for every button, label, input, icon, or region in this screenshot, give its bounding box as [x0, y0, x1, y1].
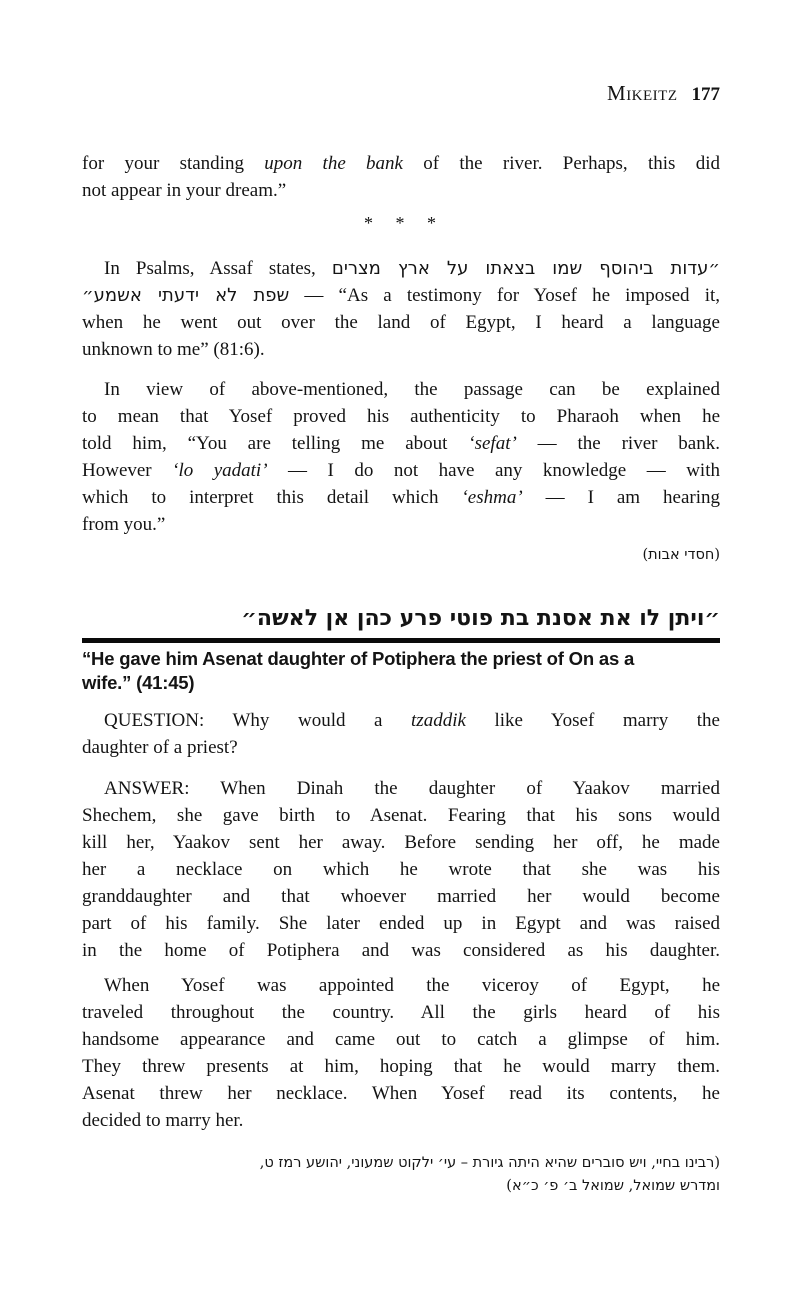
chapter-title: Mikeitz: [607, 81, 678, 105]
text-line: [82, 707, 720, 734]
text-line: [82, 150, 720, 177]
text-line: [82, 1053, 720, 1080]
divider-rule: [82, 638, 720, 643]
hebrew-text-run: שפת לא ידעתי אשמע״: [82, 285, 290, 306]
text-line: [82, 255, 720, 282]
text-line: [82, 856, 720, 883]
paragraph: [82, 255, 720, 363]
text-run: not appear in your dream.”: [82, 180, 287, 201]
text-run: However: [82, 460, 173, 481]
hebrew-text-run: ״עדות ביהוסף שמו בצאתו על ארץ מצרים: [331, 258, 720, 279]
text-run: Asenat threw her necklace. When Yosef read its contents, he: [82, 1083, 720, 1104]
text-run: for your standing: [82, 153, 265, 174]
text-line: [82, 910, 720, 937]
paragraph: [82, 376, 720, 538]
text-line: [82, 282, 720, 309]
text-run: to mean that Yosef proved his authenticity to Pharaoh when he: [82, 406, 720, 427]
text-line: [82, 177, 720, 204]
source-citation: [82, 1152, 720, 1198]
text-run: — the river bank.: [516, 433, 720, 454]
text-run: In Psalms, Assaf states,: [104, 258, 332, 279]
paragraph: [82, 150, 720, 204]
text-run: told him, “You are telling me about: [82, 433, 469, 454]
text-run: — I am hearing: [522, 487, 721, 508]
citation-line: ומדרש שמואל, שמואל ב׳ פ׳ כ״א): [506, 1178, 720, 1194]
text-line: [82, 511, 720, 538]
page-header: [82, 80, 720, 109]
section-heading-translation: [82, 647, 720, 695]
text-line: [82, 829, 720, 856]
text-run: QUESTION: Why would a: [104, 710, 412, 731]
heading-line: wife.” (41:45): [82, 672, 195, 693]
citation-line: (חסדי אבות): [642, 547, 720, 563]
text-line: [82, 336, 720, 363]
text-run: — “As a testimony for Yosef he imposed it,: [289, 285, 720, 306]
paragraph: [82, 707, 720, 761]
text-line: [82, 457, 720, 484]
text-run: kill her, Yaakov sent her away. Before sending her off, he made: [82, 832, 720, 853]
text-line: [82, 802, 720, 829]
section-separator: * * *: [364, 213, 438, 233]
source-citation: [82, 544, 720, 567]
text-run: — I do not have any knowledge — with: [267, 460, 720, 481]
text-run: which to interpret this detail which: [82, 487, 462, 508]
heading-line: “He gave him Asenat daughter of Potiphera the priest of On as a: [82, 648, 635, 669]
italic-text-run: ‘eshma’: [461, 487, 523, 508]
text-run: They threw presents at him, hoping that he would marry them.: [82, 1056, 720, 1077]
text-run: in the home of Potiphera and was considered as his daughter.: [82, 940, 720, 961]
text-line: [82, 403, 720, 430]
text-run: granddaughter and that whoever married her would become: [82, 886, 720, 907]
italic-text-run: ‘sefat’: [468, 433, 517, 454]
paragraph: [82, 775, 720, 964]
text-run: In view of above-mentioned, the passage can be explained: [104, 379, 720, 400]
page-number: 177: [691, 84, 720, 105]
text-line: [82, 937, 720, 964]
text-line: [82, 775, 720, 802]
italic-text-run: upon the bank: [264, 153, 403, 174]
text-run: traveled throughout the country. All the girls heard of his: [82, 1002, 720, 1023]
text-run: decided to marry her.: [82, 1110, 244, 1131]
text-line: [82, 376, 720, 403]
text-line: [82, 734, 720, 761]
text-run: Shechem, she gave birth to Asenat. Fearing that his sons would: [82, 805, 720, 826]
citation-line: (רבינו בחיי, ויש סוברים שהיא היתה גיורת – עי׳ ילקוט שמעוני, יהושע רמז ט,: [259, 1155, 720, 1171]
italic-text-run: tzaddik: [411, 710, 466, 731]
text-run: part of his family. She later ended up in Egypt and was raised: [82, 913, 720, 934]
text-run: when he went out over the land of Egypt, I heard a language: [82, 312, 720, 333]
text-run: from you.”: [82, 514, 166, 535]
text-run: of the river. Perhaps, this did: [402, 153, 720, 174]
text-line: [82, 430, 720, 457]
paragraph: [82, 972, 720, 1134]
section-heading-hebrew: ״ויתן לו את אסנת בת פוטי פרע כהן אן לאשה״: [241, 606, 720, 631]
text-line: [82, 972, 720, 999]
text-line: [82, 1080, 720, 1107]
text-run: ANSWER: When Dinah the daughter of Yaakov married: [104, 778, 720, 799]
text-line: [82, 1107, 720, 1134]
text-run: like Yosef marry the: [465, 710, 720, 731]
text-run: When Yosef was appointed the viceroy of Egypt, he: [104, 975, 720, 996]
text-column: [82, 0, 720, 1198]
text-run: her a necklace on which he wrote that she was his: [82, 859, 720, 880]
text-run: unknown to me” (81:6).: [82, 339, 265, 360]
text-line: [82, 309, 720, 336]
text-run: handsome appearance and came out to catch a glimpse of him.: [82, 1029, 720, 1050]
text-run: daughter of a priest?: [82, 737, 238, 758]
italic-text-run: ‘lo yadati’: [172, 460, 268, 481]
text-line: [82, 999, 720, 1026]
text-line: [82, 484, 720, 511]
text-line: [82, 883, 720, 910]
text-line: [82, 1026, 720, 1053]
